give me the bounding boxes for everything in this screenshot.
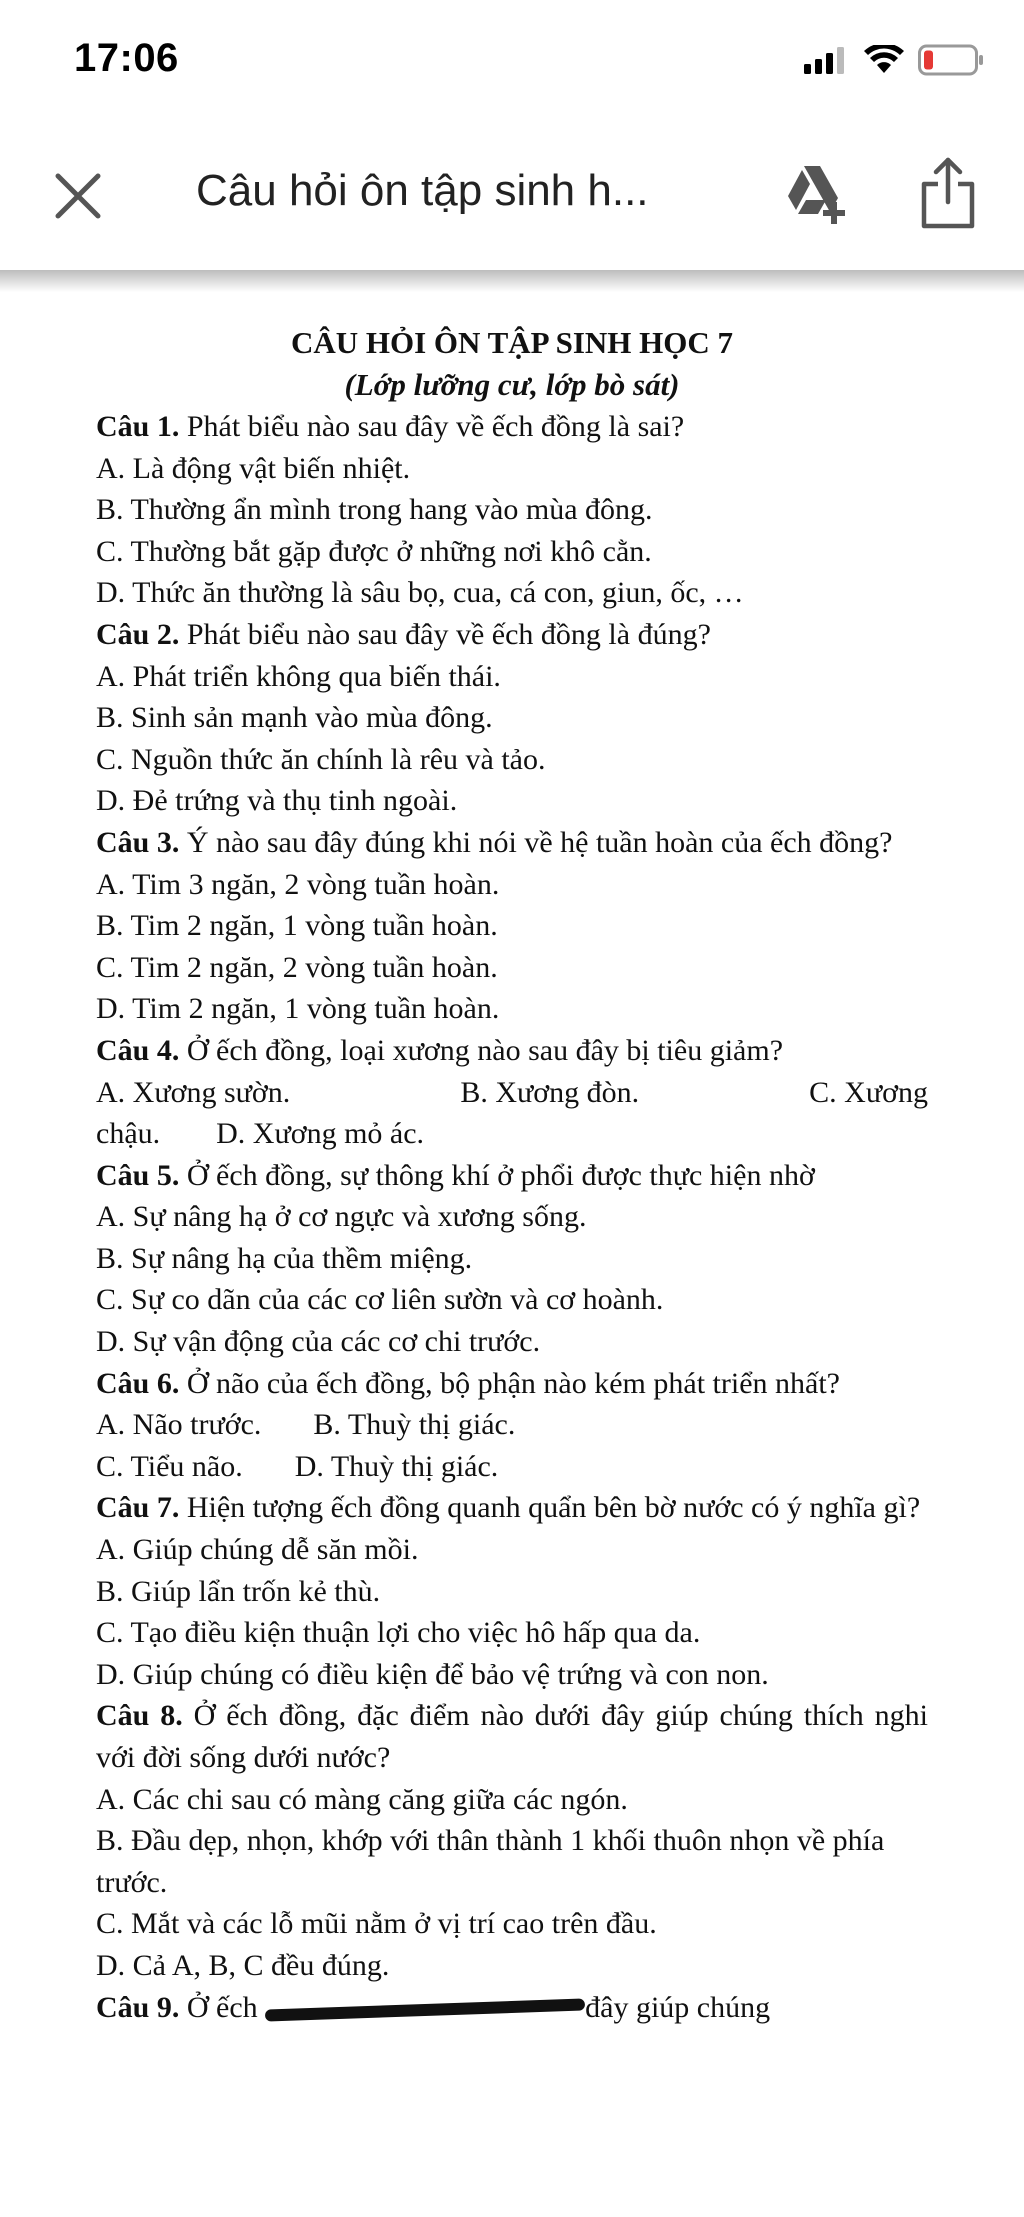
question-4: [96, 1030, 928, 1072]
option-row: [96, 1404, 928, 1446]
question-label: Câu 6.: [96, 1366, 180, 1400]
option-row: [96, 1113, 928, 1155]
option-d: D. Đẻ trứng và thụ tinh ngoài.: [96, 784, 458, 818]
question-label: Câu 4.: [96, 1033, 180, 1067]
share-button[interactable]: [918, 156, 978, 230]
option-c: C. Tạo điều kiện thuận lợi cho việc hô hấp qua da.: [96, 1616, 701, 1650]
option-a: A. Phát triển không qua biến thái.: [96, 659, 501, 693]
option-d: D. Giúp chúng có điều kiện để bảo vệ trứng và con non.: [96, 1657, 769, 1691]
question-text: Ở ếch đồng, đặc điểm nào dưới đây giúp chúng thích nghi với đời sống dưới nước?: [96, 1699, 928, 1774]
close-button[interactable]: [50, 168, 106, 224]
share-icon: [918, 156, 978, 230]
option-c: C. Mắt và các lỗ mũi nằm ở vị trí cao trên đầu.: [96, 1907, 657, 1941]
option-a: A. Giúp chúng dễ săn mồi.: [96, 1533, 419, 1567]
option-d: D. Xương mỏ ác.: [216, 1117, 425, 1151]
option-a: A. Là động vật biến nhiệt.: [96, 451, 411, 485]
option-c: C. Tiểu não.: [96, 1449, 243, 1483]
question-6: [96, 1363, 928, 1405]
header-shadow: [0, 270, 1024, 292]
add-to-drive-button[interactable]: [782, 162, 850, 226]
close-icon: [50, 168, 106, 224]
option-a: A. Các chi sau có màng căng giữa các ngón.: [96, 1782, 628, 1816]
option-c-continued: chậu.: [96, 1117, 161, 1151]
battery-icon: [918, 44, 984, 76]
option-a: A. Não trước.: [96, 1408, 262, 1442]
question-3: [96, 822, 928, 864]
question-label: Câu 3.: [96, 825, 180, 859]
status-icons: [802, 44, 984, 76]
question-label: Câu 2.: [96, 617, 180, 651]
option-b: B. Thường ẩn mình trong hang vào mùa đông.: [96, 493, 653, 527]
option-c: C. Xương: [809, 1075, 928, 1109]
wifi-icon: [864, 45, 904, 75]
option-b: B. Sự nâng hạ của thềm miệng.: [96, 1241, 473, 1275]
document-page: [96, 322, 928, 2028]
question-text: Hiện tượng ếch đồng quanh quẩn bên bờ nước có ý nghĩa gì?: [179, 1491, 921, 1525]
question-text-end: đây giúp chúng: [585, 1990, 771, 2024]
doc-subtitle: (Lớp lưỡng cư, lớp bò sát): [344, 367, 680, 402]
option-b: B. Xương đòn.: [460, 1075, 640, 1109]
option-c: C. Tim 2 ngăn, 2 vòng tuần hoàn.: [96, 950, 498, 984]
option-a: A. Sự nâng hạ ở cơ ngực và xương sống.: [96, 1200, 587, 1234]
document-title: Câu hỏi ôn tập sinh h...: [196, 166, 649, 215]
option-a: A. Tim 3 ngăn, 2 vòng tuần hoàn.: [96, 867, 500, 901]
question-text: Phát biểu nào sau đây về ếch đồng là đúng?: [179, 617, 711, 651]
question-label: Câu 7.: [96, 1491, 180, 1525]
status-bar: [0, 0, 1024, 120]
question-label: Câu 5.: [96, 1158, 180, 1192]
question-label: Câu 8.: [96, 1699, 183, 1733]
question-text: Ý nào sau đây đúng khi nói về hệ tuần hoàn của ếch đồng?: [179, 825, 893, 859]
option-b: B. Đầu dẹp, nhọn, khớp với thân thành 1 khối thuôn nhọn về phía trước.: [96, 1824, 885, 1899]
question-text: Ở não của ếch đồng, bộ phận nào kém phát triển nhất?: [179, 1366, 840, 1400]
question-9: [96, 1987, 928, 2029]
option-a: A. Xương sườn.: [96, 1075, 291, 1109]
signal-icon: [802, 46, 850, 74]
question-label: Câu 9.: [96, 1990, 180, 2024]
option-b: B. Giúp lẩn trốn kẻ thù.: [96, 1574, 381, 1608]
question-text: Ở ếch đồng, sự thông khí ở phổi được thực hiện nhờ: [179, 1158, 815, 1192]
option-b: B. Sinh sản mạnh vào mùa đông.: [96, 701, 493, 735]
question-text-start: Ở ếch: [179, 1990, 258, 2024]
question-text: Phát biểu nào sau đây về ếch đồng là sai?: [179, 410, 685, 443]
question-7: [96, 1487, 928, 1529]
option-d: D. Sự vận động của các cơ chi trước.: [96, 1325, 541, 1359]
option-c: C. Thường bắt gặp được ở những nơi khô cằn.: [96, 534, 652, 568]
option-d: D. Tim 2 ngăn, 1 vòng tuần hoàn.: [96, 992, 500, 1026]
option-d: D. Thuỳ thị giác.: [294, 1449, 499, 1483]
question-2: [96, 614, 928, 656]
question-8: [96, 1695, 928, 1778]
option-c: C. Sự co dãn của các cơ liên sườn và cơ hoành.: [96, 1283, 664, 1317]
question-label: Câu 1.: [96, 410, 180, 443]
question-5: [96, 1155, 928, 1197]
question-text: Ở ếch đồng, loại xương nào sau đây bị tiêu giảm?: [179, 1033, 784, 1067]
redaction-mark: [265, 1998, 585, 2021]
status-time: 17:06: [74, 36, 179, 80]
option-b: B. Tim 2 ngăn, 1 vòng tuần hoàn.: [96, 909, 498, 943]
option-d: D. Thức ăn thường là sâu bọ, cua, cá con, giun, ốc, …: [96, 576, 744, 610]
add-to-drive-icon: [782, 162, 850, 226]
option-b: B. Thuỳ thị giác.: [313, 1408, 516, 1442]
option-c: C. Nguồn thức ăn chính là rêu và tảo.: [96, 742, 546, 776]
option-row: [96, 1446, 928, 1488]
question-1: [96, 406, 928, 448]
option-row: [96, 1072, 928, 1114]
option-d: D. Cả A, B, C đều đúng.: [96, 1948, 390, 1982]
doc-title: CÂU HỎI ÔN TẬP SINH HỌC 7: [290, 325, 734, 360]
